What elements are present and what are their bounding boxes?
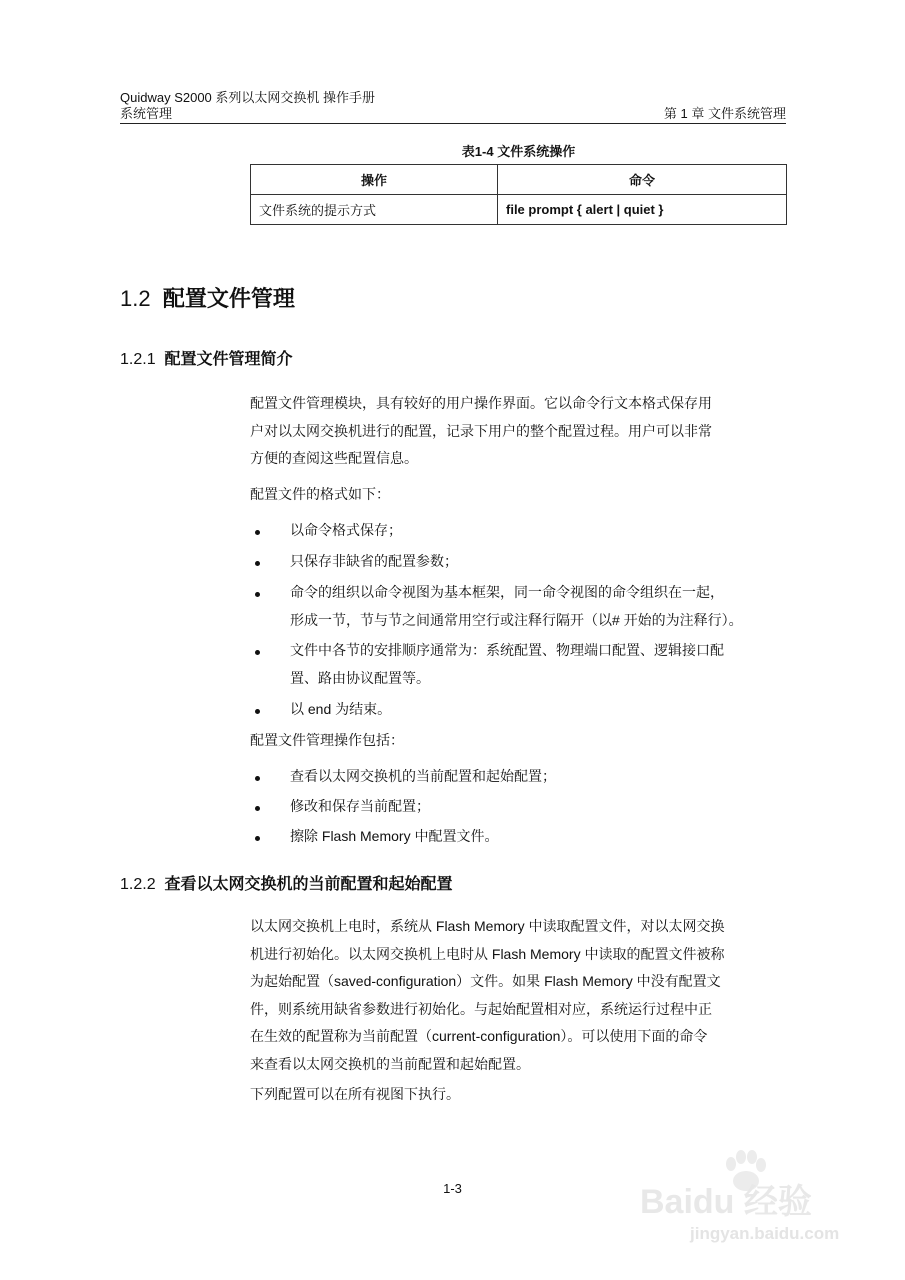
section-title: 配置文件管理 xyxy=(162,286,295,311)
watermark-logo: Baidu 经验 xyxy=(640,1183,812,1221)
para-line: 户对以太网交换机进行的配置，记录下用户的整个配置过程。用户可以非常 xyxy=(250,422,712,439)
bullet-dot xyxy=(255,561,260,566)
page-number: 1-3 xyxy=(443,1181,462,1196)
doc-title: Quidway S2000 系列以太网交换机 操作手册 xyxy=(120,90,376,105)
bullet-line: 置、路由协议配置等。 xyxy=(290,669,430,686)
para-line: 以太网交换机上电时，系统从 Flash Memory 中读取配置文件，对以太网交换 xyxy=(250,918,725,934)
bullet-dot xyxy=(255,776,260,781)
watermark-url: jingyan.baidu.com xyxy=(690,1224,840,1243)
cell-op: 文件系统的提示方式 xyxy=(251,195,498,225)
bullet-dot xyxy=(255,592,260,597)
section-title: 配置文件管理简介 xyxy=(164,351,293,368)
bullet-dot xyxy=(255,650,260,655)
ops-intro: 配置文件管理操作包括： xyxy=(250,732,404,748)
section-number: 1.2.2 xyxy=(120,876,156,893)
para-line: 配置文件管理模块，具有较好的用户操作界面。它以命令行文本格式保存用 xyxy=(250,395,712,411)
format-item: 以命令格式保存； xyxy=(290,522,402,538)
ops-item: 擦除 Flash Memory 中配置文件。 xyxy=(290,828,499,844)
bullet-line: 文件中各节的安排顺序通常为：系统配置、物理端口配置、逻辑接口配 xyxy=(290,642,724,658)
ops-item: 修改和保存当前配置； xyxy=(290,798,430,814)
body-paragraph xyxy=(250,913,790,1078)
section-left: 系统管理 xyxy=(120,106,173,121)
bullet-line: 命令的组织以命令视图为基本框架，同一命令视图的命令组织在一起， xyxy=(290,584,724,600)
header-rule xyxy=(120,123,786,124)
para-line: 来查看以太网交换机的当前配置和起始配置。 xyxy=(250,1055,530,1072)
bullet-dot xyxy=(255,709,260,714)
section-title: 查看以太网交换机的当前配置和起始配置 xyxy=(164,876,453,893)
section-number: 1.2 xyxy=(120,286,151,311)
bullet-line: 形成一节，节与节之间通常用空行或注释行隔开（以# 开始的为注释行）。 xyxy=(290,611,743,628)
table-caption: 表1-4 文件系统操作 xyxy=(461,144,576,159)
bullet-dot xyxy=(255,806,260,811)
cell-cmd: file prompt { alert | quiet } xyxy=(498,195,787,225)
table-header-row xyxy=(251,165,787,195)
section-1-2-2-heading xyxy=(120,871,453,894)
file-system-table xyxy=(250,164,787,225)
para-line: 为起始配置（saved-configuration）文件。如果 Flash Memory 中没有配置文 xyxy=(250,973,721,989)
format-item xyxy=(290,579,790,634)
table-row xyxy=(251,195,787,225)
para-line: 方便的查阅这些配置信息。 xyxy=(250,450,418,466)
para-line: 在生效的配置称为当前配置（current-configuration）。可以使用下面的命令 xyxy=(250,1028,708,1044)
format-item: 只保存非缺省的配置参数； xyxy=(290,553,458,569)
section-number: 1.2.1 xyxy=(120,351,156,368)
section-right: 第 1 章 文件系统管理 xyxy=(663,106,786,121)
format-item: 以 end 为结束。 xyxy=(290,701,392,717)
intro-paragraph xyxy=(250,390,790,473)
section-1-2-1-heading xyxy=(120,346,293,369)
note-line: 下列配置可以在所有视图下执行。 xyxy=(250,1086,460,1102)
col-header-op: 操作 xyxy=(251,165,498,195)
format-intro: 配置文件的格式如下： xyxy=(250,486,390,502)
bullet-dot xyxy=(255,530,260,535)
col-header-cmd: 命令 xyxy=(498,165,787,195)
para-line: 机进行初始化。以太网交换机上电时从 Flash Memory 中读取的配置文件被称 xyxy=(250,945,725,962)
format-item xyxy=(290,637,790,692)
section-1-2-heading xyxy=(120,282,295,313)
baidu-watermark xyxy=(640,1150,880,1260)
para-line: 件，则系统用缺省参数进行初始化。与起始配置相对应，系统运行过程中正 xyxy=(250,1000,712,1017)
bullet-dot xyxy=(255,836,260,841)
ops-item: 查看以太网交换机的当前配置和起始配置； xyxy=(290,768,556,784)
